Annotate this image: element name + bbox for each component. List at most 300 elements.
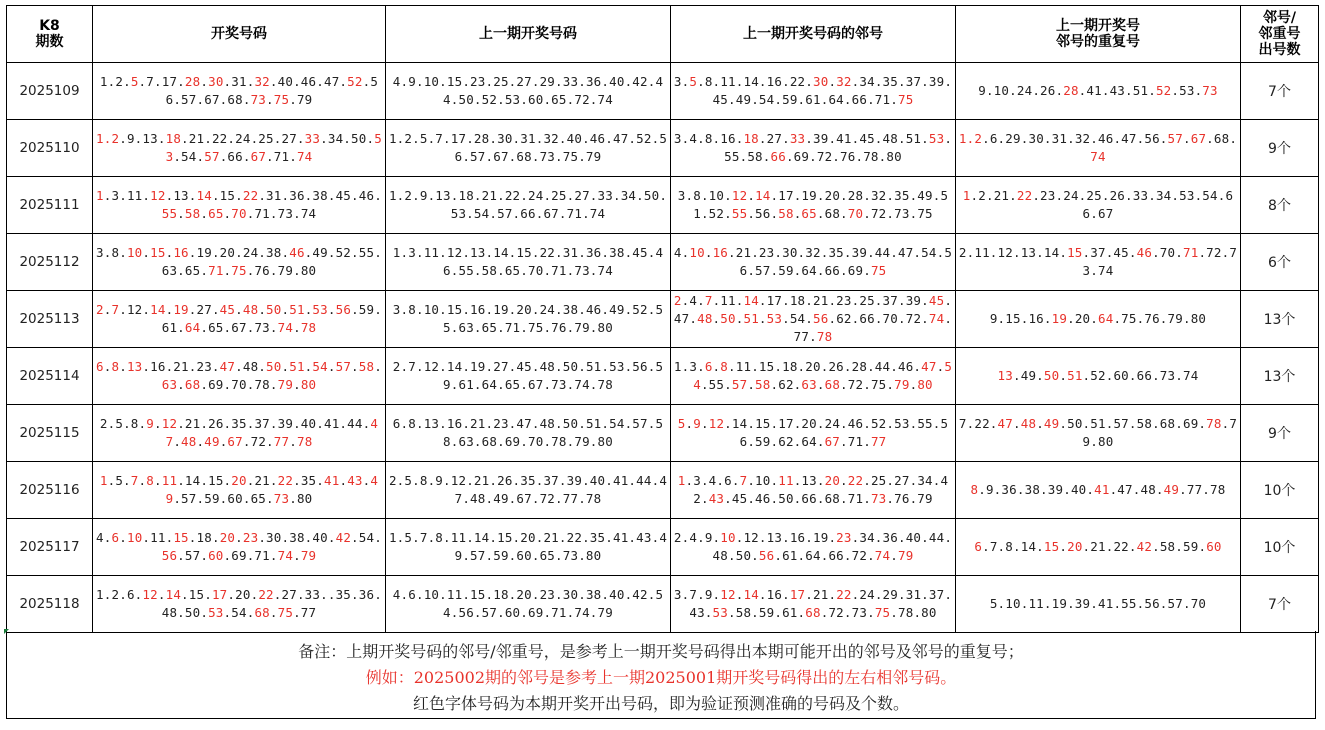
number-text: .21.22. [1082,539,1137,554]
hit-number: 53 [312,302,328,317]
hit-number: 22 [847,473,864,488]
table-body [7,63,1319,633]
number-text: .47.48. [1109,482,1164,497]
hit-number: 46 [289,245,305,260]
hit-number: 68 [254,605,270,620]
hit-number: 70 [847,206,864,221]
number-text: .54. [173,149,205,164]
hit-number: 74 [874,548,891,563]
number-text: .17.18.21.23.25.37.39. [758,293,929,308]
table-row [7,576,1319,633]
hit-number: 15 [173,530,189,545]
hit-number: 14 [743,587,759,602]
number-text: . [177,206,185,221]
previous-draw-cell[interactable] [386,519,671,576]
number-text: .6.29.30.31.32.46.47.56. [982,131,1168,146]
number-text: .77. [793,311,953,344]
hit-number: 51 [289,359,305,374]
hit-number: 75 [870,263,887,278]
hit-number: 14 [150,302,166,317]
repeats-cell[interactable] [956,462,1241,519]
hit-number: 49 [1043,416,1060,431]
hit-number: 49 [1163,482,1180,497]
notes-box[interactable] [6,631,1316,719]
hit-number: 23 [836,530,852,545]
hit-number: 53 [208,605,224,620]
number-text: .13. [793,473,825,488]
hit-number: 43 [708,491,725,506]
period-cell[interactable]: 2025110 [7,120,93,177]
hit-number: 28 [1063,83,1079,98]
hit-number: 75 [277,605,294,620]
hit-number: 68 [824,377,841,392]
number-text: .71.73.74 [246,206,317,221]
number-text: .3.11. [103,188,151,203]
draw-numbers-cell[interactable] [93,63,386,120]
number-text: .71. [840,434,871,449]
number-text: .27. [188,302,220,317]
hit-number: 74 [277,320,294,335]
period-cell[interactable]: 2025115 [7,405,93,462]
repeats-cell[interactable] [956,234,1241,291]
neighbors-cell[interactable] [671,63,956,120]
number-text: .13. [165,188,197,203]
hit-number: 73 [1202,83,1218,98]
hit-number: 79 [300,548,317,563]
repeats-cell[interactable] [956,177,1241,234]
hit-number: 13 [997,368,1013,383]
number-text: .16.21.23. [142,359,220,374]
neighbors-cell[interactable] [671,405,956,462]
number-text: .40.46.47. [269,74,348,89]
hit-number: 47 [997,416,1013,431]
number-text: .72. [242,434,274,449]
header-previous-draw[interactable]: 上一期开奖号码 [386,6,671,63]
hit-number: 75 [897,92,914,107]
number-text: .76.79.80 [246,263,317,278]
hit-number: 1 [99,473,108,488]
number-text: .11. [712,293,744,308]
hit-count-cell[interactable]: 9个 [1241,405,1319,462]
number-text: .20. [1067,311,1098,326]
number-text: .19.20.24.38. [188,245,290,260]
number-text: . [266,92,274,107]
hit-number: 9 [693,416,701,431]
number-text: .37.45. [1082,245,1137,260]
number-text: .15. [211,188,243,203]
number-text: 2.5.8.9.12.21.26.35.37.39.40.41.44.47.48.49.67.72.77.78 [388,473,668,506]
header-neighbor-repeats[interactable]: 上一期开奖号 邻号的重复号 [956,6,1241,63]
draw-numbers-cell[interactable] [93,405,386,462]
number-text: . [362,473,371,488]
number-text: .69.71. [223,548,278,563]
hit-number: 50 [266,359,282,374]
hit-number: 79 [894,377,910,392]
hit-number: 70 [231,206,247,221]
neighbors-cell[interactable] [671,234,956,291]
neighbors-cell[interactable] [671,576,956,633]
number-text: .41.43.51. [1078,83,1156,98]
number-text: 3. [673,74,690,89]
repeats-cell[interactable] [956,576,1241,633]
hit-number: 57 [1167,131,1183,146]
header-row [7,6,1319,63]
number-text: . [747,188,756,203]
header-hit-count[interactable]: 邻号/ 邻重号 出号数 [1241,6,1319,63]
hit-number: 57 [335,359,352,374]
hit-number: 14 [755,188,771,203]
number-text: .56.57.67.68. [165,74,379,107]
draw-numbers-cell[interactable] [93,462,386,519]
number-text: .79.80 [1082,416,1238,449]
draw-numbers-cell[interactable] [93,177,386,234]
hit-number: 33 [789,131,806,146]
hit-number: 7 [111,302,120,317]
number-text: . [235,302,243,317]
period-cell[interactable]: 2025112 [7,234,93,291]
period-cell[interactable]: 2025118 [7,576,93,633]
draw-numbers-cell[interactable] [93,291,386,348]
hit-number: 67 [250,149,267,164]
hit-number: 64 [184,320,201,335]
previous-draw-cell[interactable] [386,291,671,348]
number-text: .68. [816,206,848,221]
hit-number: 57 [204,149,220,164]
number-text: 3.8.10.15.16.19.20.24.38.46.49.52.55.63.65.71.75.76.79.80 [392,302,664,335]
hit-number: 20 [219,530,236,545]
number-text: . [157,587,166,602]
hit-number: 17 [789,587,806,602]
hit-number: 53 [766,311,783,326]
neighbors-cell[interactable] [671,291,956,348]
draw-numbers-cell[interactable] [93,576,386,633]
hit-number: 67 [824,434,841,449]
previous-draw-cell[interactable] [386,405,671,462]
hit-count-cell[interactable]: 8个 [1241,177,1319,234]
hit-number: 20 [1067,539,1083,554]
number-text: . [327,359,336,374]
hit-number: 14 [165,587,182,602]
number-text: .14.15. [177,473,232,488]
hit-number: 41 [324,473,340,488]
hit-number: 13 [126,359,143,374]
number-text: .3.4.6. [685,473,740,488]
repeats-cell[interactable] [956,519,1241,576]
number-text: .9.13. [119,131,166,146]
hit-number: 22 [1016,188,1033,203]
table-row [7,519,1319,576]
number-text: .57.59.60.65. [173,491,274,506]
hit-number: 56 [758,548,775,563]
hit-number: 65 [208,206,224,221]
hit-number: 17 [211,587,228,602]
period-cell[interactable]: 2025111 [7,177,93,234]
number-text: . [712,311,721,326]
number-text: .80 [289,491,313,506]
number-text: . [119,359,127,374]
hit-number: 58 [358,359,375,374]
note-line-3: 红色字体号码为本期开奖开出号码，即为验证预测准确的号码及个数。 [412,694,909,713]
period-cell[interactable]: 2025114 [7,348,93,405]
number-text: .47. [673,293,953,326]
repeats-cell[interactable] [956,63,1241,120]
hit-number: 50 [266,302,282,317]
hit-number: 47 [165,416,379,449]
hit-number: 71 [1182,245,1199,260]
number-text: . [1059,539,1068,554]
previous-draw-cell[interactable] [386,234,671,291]
hit-number: 74 [1090,149,1106,164]
hit-number: 19 [1051,311,1068,326]
number-text: .17.19.20.28.32.35.49.51.52. [693,188,949,221]
number-text: .77.78 [1179,482,1226,497]
previous-draw-cell[interactable] [386,120,671,177]
header-draw-numbers[interactable]: 开奖号码 [93,6,386,63]
hit-number: 55 [161,206,178,221]
number-text: . [374,359,382,374]
hit-number: 53 [712,605,728,620]
number-text: 4. [96,530,112,545]
number-text: .59.61. [161,302,382,335]
neighbors-cell[interactable] [671,177,956,234]
number-text: .24.29.31.37.43. [689,587,953,620]
number-text: . [154,416,162,431]
hit-number: 45 [219,302,236,317]
number-text: . [289,434,297,449]
previous-draw-cell[interactable] [386,177,671,234]
hit-number: 78 [816,329,833,344]
hit-number: 56 [813,311,829,326]
hit-number: 20 [824,473,841,488]
number-text: .52.60.66.73.74 [1082,368,1199,383]
hit-number: 50 [1043,368,1060,383]
hit-number: 52 [1155,83,1172,98]
hit-number: 1.2 [958,131,983,146]
hit-number: 77 [870,434,887,449]
number-text: . [793,206,802,221]
number-text: . [293,377,301,392]
hit-number: 74 [928,311,945,326]
hit-number: 15 [150,245,166,260]
number-text: . [1059,368,1068,383]
period-cell[interactable]: 2025116 [7,462,93,519]
hit-number: 9 [146,416,154,431]
repeats-cell[interactable] [956,405,1241,462]
hit-number: 46 [1136,245,1153,260]
hit-number: 12 [161,416,178,431]
hit-number: 22 [242,188,259,203]
hit-number: 20 [231,473,247,488]
number-text: .72.75. [840,377,895,392]
number-text: .34.36.40.44.48.50. [712,530,953,563]
hit-number: 28 [184,74,201,89]
previous-draw-cell[interactable] [386,348,671,405]
hit-number: 67 [227,434,243,449]
number-text: . [103,359,112,374]
hit-number: 42 [335,530,352,545]
number-text: 9.10.24.26. [978,83,1064,98]
previous-draw-cell[interactable] [386,63,671,120]
period-cell[interactable]: 2025109 [7,63,93,120]
table-row [7,63,1319,120]
number-text: . [293,320,301,335]
hit-number: 68 [184,377,201,392]
number-text: . [339,473,348,488]
hit-number: 6 [704,359,713,374]
number-text: 3.4.8.16. [673,131,744,146]
hit-number: 33 [304,131,321,146]
repeats-cell[interactable] [956,291,1241,348]
hit-count-cell[interactable]: 6个 [1241,234,1319,291]
previous-draw-cell[interactable] [386,462,671,519]
neighbors-cell[interactable] [671,462,956,519]
number-text: . [219,434,228,449]
hit-number: 47 [219,359,236,374]
draw-numbers-cell[interactable] [93,348,386,405]
number-text: .45.46.50.66.68.71. [724,491,871,506]
hit-number: 75 [231,263,247,278]
hit-number: 51 [289,302,305,317]
hit-number: 64 [1098,311,1114,326]
number-text: .79 [289,92,313,107]
number-text: 4.9.10.15.23.25.27.29.33.36.40.42.44.50.52.53.60.65.72.74 [392,74,664,107]
period-cell[interactable]: 2025113 [7,291,93,348]
table-row [7,120,1319,177]
number-text: .9.36.38.39.40. [978,482,1095,497]
hit-count-cell[interactable]: 13个 [1241,291,1319,348]
number-text: . [700,416,709,431]
draw-numbers-cell[interactable] [93,234,386,291]
hit-number: 73 [250,92,267,107]
hit-number: 22 [836,587,852,602]
hit-number: 75 [874,605,891,620]
hit-number: 48 [181,434,197,449]
number-text: . [200,74,209,89]
number-text: .31.36.38.45.46. [258,188,382,203]
hit-number: 15 [1067,245,1083,260]
number-text: .69.72.76.78.80 [785,149,902,164]
hit-number: 48 [242,302,259,317]
draw-numbers-cell[interactable] [93,120,386,177]
number-text: . [223,263,232,278]
hit-number: 1 [677,473,686,488]
hit-count-cell[interactable]: 7个 [1241,63,1319,120]
number-text: .16. [758,587,790,602]
hit-number: 52 [347,74,363,89]
number-text: .10. [747,473,779,488]
hit-number: 41 [1094,482,1110,497]
number-text: .39.41.45.48.51. [805,131,929,146]
number-text: 3.8.10. [677,188,732,203]
number-text: . [909,377,918,392]
number-text: . [223,206,232,221]
number-text: . [103,302,112,317]
hit-number: 8 [720,359,729,374]
number-text: . [1182,131,1191,146]
hit-number: 53 [165,131,382,164]
number-text: .56. [747,206,779,221]
hit-number: 23 [242,530,259,545]
number-text: 4. [673,245,690,260]
number-text: .21.23.30.32.35.39.44.47.54.56.57.59.64.66.69. [728,245,953,278]
number-text: 1.2.9.13.18.21.22.24.25.27.33.34.50.53.54.57.66.67.71.74 [388,188,668,221]
number-text: .21.22.24.25.27. [181,131,305,146]
number-text: .7.8.14. [982,539,1044,554]
number-text: .62. [770,377,802,392]
number-text: . [327,302,336,317]
number-text: .15. [181,587,212,602]
hit-number: 65 [801,206,817,221]
number-text: .21. [246,473,278,488]
hit-number: 43 [347,473,363,488]
number-text: . [747,377,756,392]
header-period[interactable]: K8 期数 [7,6,93,63]
number-text: .65.67.73. [200,320,278,335]
previous-draw-cell[interactable] [386,576,671,633]
number-text: . [119,530,127,545]
hit-number: 78 [1206,416,1222,431]
header-previous-neighbors[interactable]: 上一期开奖号码的邻号 [671,6,956,63]
number-text: .49.52.55.63.65. [161,245,382,278]
neighbors-cell[interactable] [671,348,956,405]
repeats-cell[interactable] [956,120,1241,177]
hit-number: 5 [130,74,139,89]
hit-number: 5 [677,416,686,431]
hit-number: 8 [970,482,979,497]
hit-number: 22 [258,587,274,602]
period-cell[interactable]: 2025117 [7,519,93,576]
repeats-cell[interactable] [956,348,1241,405]
neighbors-cell[interactable] [671,120,956,177]
hit-number: 55 [731,206,748,221]
number-text: . [936,359,945,374]
draw-numbers-cell[interactable] [93,519,386,576]
number-text: .30.38.40. [258,530,336,545]
hit-number: 45 [928,293,945,308]
hit-number: 1.2 [96,131,120,146]
number-text: 6.8.13.16.21.23.47.48.50.51.54.57.58.63.68.69.70.78.79.80 [392,416,664,449]
number-text: .70. [1152,245,1183,260]
number-text: 3.8. [96,245,127,260]
note-line-1: 备注：上期开奖号码的邻号/邻重号，是参考上一期开奖号码得出本期可能开出的邻号及邻号的重复号； [298,642,1024,661]
number-text: .54. [223,605,255,620]
hit-count-cell[interactable]: 10个 [1241,462,1319,519]
hit-number: 66 [770,149,786,164]
number-text: .78.80 [890,605,937,620]
hit-number: 11 [778,473,794,488]
table-row [7,291,1319,348]
hit-number: 49 [204,434,220,449]
hit-count-cell[interactable]: 10个 [1241,519,1319,576]
number-text: .71. [266,149,297,164]
number-text: 1.2. [99,74,131,89]
hit-number: 12 [150,188,166,203]
hit-number: 10 [720,530,736,545]
number-text: . [177,377,185,392]
hit-number: 7 [130,473,139,488]
number-text: . [1013,416,1021,431]
hit-number: 32 [254,74,270,89]
hit-count-cell[interactable]: 13个 [1241,348,1319,405]
hit-count-cell[interactable]: 7个 [1241,576,1319,633]
hit-count-cell[interactable]: 9个 [1241,120,1319,177]
number-text: .72.73.74 [1082,245,1238,278]
number-text: .11.15.18.20.26.28.44.46. [728,359,922,374]
neighbors-cell[interactable] [671,519,956,576]
number-text: .68. [1206,131,1238,146]
number-text: . [712,359,721,374]
number-text: .34.50. [320,131,375,146]
